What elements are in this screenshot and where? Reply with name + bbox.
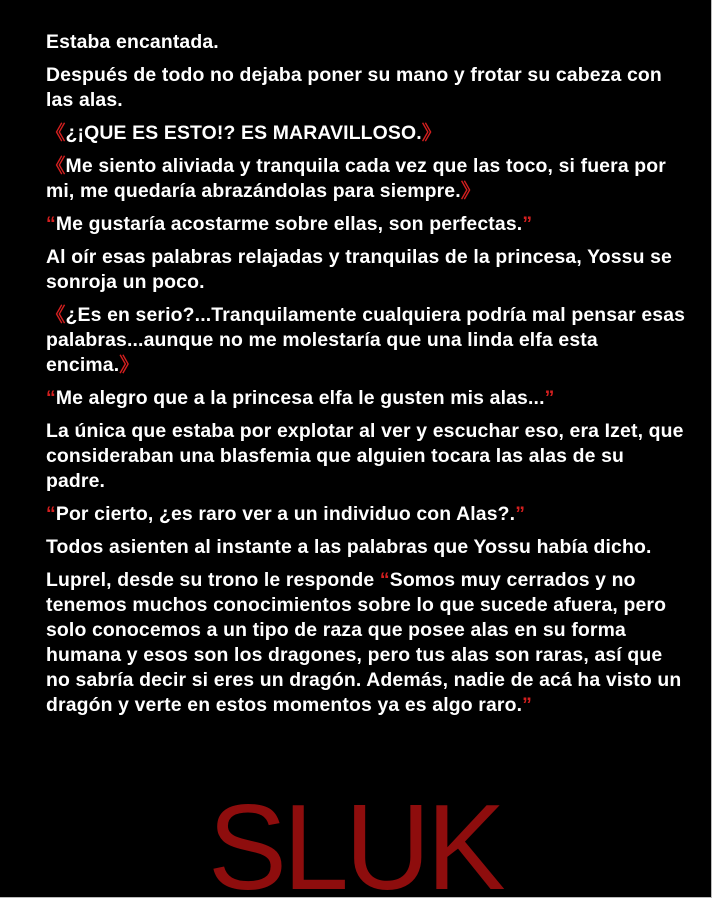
paragraph (46, 121, 686, 146)
paragraph (46, 154, 686, 204)
quote-mark: ” (515, 503, 526, 525)
paragraph-text: Por cierto, ¿es raro ver a un individuo con Alas?. (55, 503, 516, 525)
quote-mark: ” (544, 387, 555, 409)
quote-mark: “ (379, 569, 390, 591)
quote-mark: ” (522, 694, 532, 716)
paragraph-text: La única que estaba por explotar al ver y escuchar eso, era Izet, que consideraban una blasfemia que alguien tocara las alas de su padre. (46, 420, 684, 492)
paragraph (46, 30, 686, 55)
paragraph-text: Todos asienten al instante a las palabras que Yossu había dicho. (46, 536, 652, 558)
paragraph (46, 212, 686, 237)
paragraph (46, 568, 686, 718)
quote-mark: 》 (460, 180, 481, 202)
watermark-sluk: SLUK (208, 779, 502, 898)
quote-mark: 《 (46, 304, 66, 326)
paragraph-text: Al oír esas palabras relajadas y tranquilas de la princesa, Yossu se sonroja un poco. (46, 246, 672, 293)
quote-mark: ” (522, 213, 533, 235)
paragraph-text: Me gustaría acostarme sobre ellas, son perfectas. (55, 213, 523, 235)
quote-mark: “ (46, 503, 56, 525)
paragraph-text: ¿Es en serio?...Tranquilamente cualquiera podría mal pensar esas palabras...aunque no me molestaría que una linda elfa esta encima. (46, 304, 686, 376)
paragraph (46, 535, 686, 560)
quote-mark: 《 (46, 155, 66, 177)
paragraph-text: Somos muy cerrados y no tenemos muchos conocimientos sobre lo que sucede afuera, pero solo conocemos a un tipo de raza que posee alas en su forma humana y esos son los dragones, pero tus alas son raras, así que no sabría decir si eres un dragón. Además, nadie de acá ha visto un dragón y verte en estos momentos ya es algo raro. (46, 569, 682, 716)
paragraph (46, 303, 686, 378)
paragraph (46, 245, 686, 295)
paragraph (46, 386, 686, 411)
paragraph-text: Me alegro que a la princesa elfa le gusten mis alas... (55, 387, 545, 409)
quote-mark: “ (46, 387, 56, 409)
paragraph (46, 63, 686, 113)
paragraph (46, 419, 686, 494)
paragraph-text: Me siento aliviada y tranquila cada vez que las toco, si fuera por mi, me quedaría abrazándolas para siempre. (46, 155, 666, 202)
quote-mark: 《 (46, 122, 66, 144)
quote-mark: 》 (119, 354, 139, 376)
paragraph (46, 502, 686, 527)
quote-mark: “ (46, 213, 56, 235)
quote-mark: 》 (421, 122, 442, 144)
paragraph-text: Estaba encantada. (46, 31, 219, 53)
paragraph-text: Luprel, desde su trono le responde (46, 569, 380, 591)
paragraph-text: Después de todo no dejaba poner su mano y frotar su cabeza con las alas. (46, 64, 662, 111)
story-text (46, 30, 686, 726)
paragraph-text: ¿¡QUE ES ESTO!? ES MARAVILLOSO. (65, 122, 422, 144)
